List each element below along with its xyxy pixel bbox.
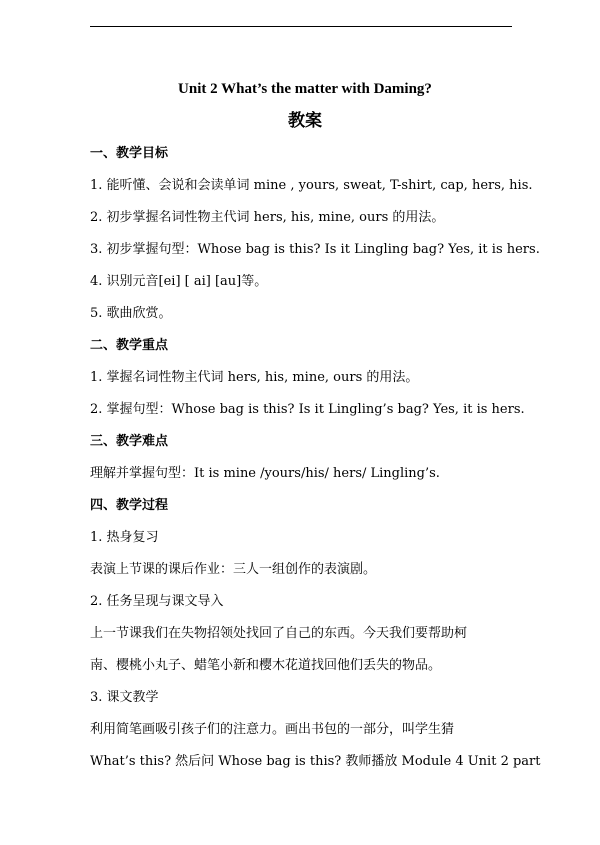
paragraph-line: 2. 初步掌握名词性物主代词 hers, his, mine, ours 的用法。: [90, 210, 445, 225]
paragraph-line: 2. 掌握句型：Whose bag is this? Is it Lingling’s bag? Yes, it is hers.: [90, 402, 525, 417]
paragraph-line: What’s this? 然后问 Whose bag is this? 教师播放 Module 4 Unit 2 part: [90, 754, 541, 769]
paragraph-line: 4. 识别元音[ei] [ ai] [au]等。: [90, 274, 268, 289]
paragraph-line: 1. 掌握名词性物主代词 hers, his, mine, ours 的用法。: [90, 370, 419, 385]
paragraph-line: 表演上节课的课后作业：三人一组创作的表演剧。: [90, 562, 377, 577]
section-heading: 一、教学目标: [90, 146, 169, 161]
paragraph-line: 理解并掌握句型：It is mine /yours/his/ hers/ Lingling’s.: [90, 466, 440, 481]
paragraph-line: 2. 任务呈现与课文导入: [90, 594, 224, 609]
paragraph-line: 上一节课我们在失物招领处找回了自己的东西。今天我们要帮助柯: [90, 626, 468, 641]
section-heading: 三、教学难点: [90, 434, 169, 449]
section-heading: 四、教学过程: [90, 498, 169, 513]
document-title: Unit 2 What’s the matter with Daming?: [178, 81, 432, 97]
document-lines: [90, 144, 541, 772]
paragraph-line: 1. 热身复习: [90, 530, 159, 545]
section-heading: 二、教学重点: [90, 338, 169, 353]
document-body: [90, 78, 541, 772]
paragraph-line: 利用简笔画吸引孩子们的注意力。画出书包的一部分，叫学生猜: [90, 722, 455, 737]
paragraph-line: 南、樱桃小丸子、蜡笔小新和樱木花道找回他们丢失的物品。: [90, 658, 442, 673]
paragraph-line: 3. 课文教学: [90, 690, 159, 705]
paragraph-line: 3. 初步掌握句型：Whose bag is this? Is it Lingling bag? Yes, it is hers.: [90, 242, 540, 257]
paragraph-line: 1. 能听懂、会说和会读单词 mine , yours, sweat, T-shirt, cap, hers, his.: [90, 178, 533, 193]
document-subtitle: 教案: [288, 111, 322, 131]
header-rule: [90, 26, 512, 27]
paragraph-line: 5. 歌曲欣赏。: [90, 306, 172, 321]
